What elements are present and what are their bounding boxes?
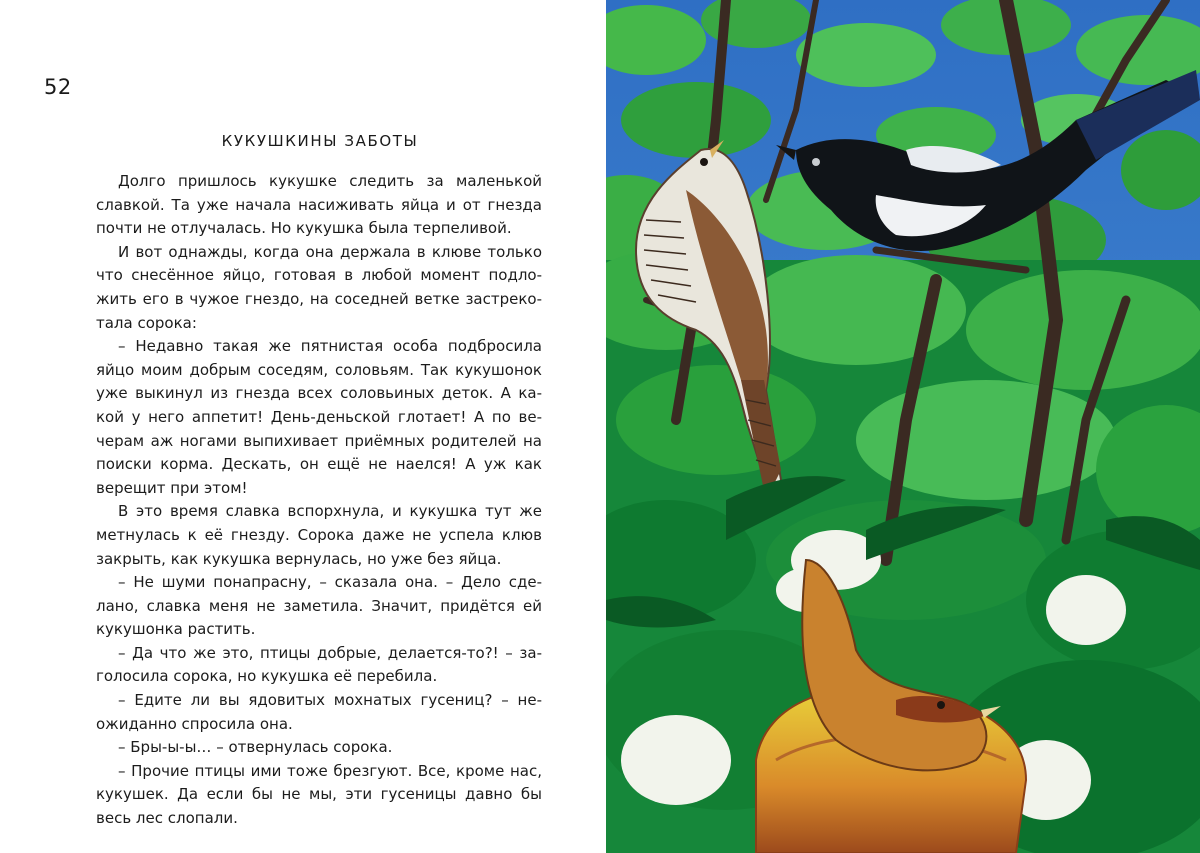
- illustration-page: [606, 0, 1200, 853]
- text-line: яйцо моим добрым соседям, соловьям. Так кукушонок: [96, 360, 542, 379]
- text-line: черам аж ногами выпихивает приёмных родителей на: [96, 431, 542, 450]
- text-line: – Не шуми понапрасну, – сказала она. – Дело сде-: [118, 573, 542, 592]
- text-line: Долго пришлось кукушке следить за маленькой: [118, 172, 542, 190]
- text-line: – Бры-ы-ы… – отвернулась сорока.: [118, 738, 393, 757]
- text-line: славкой. Та уже начала насиживать яйца и от гнезда: [96, 195, 542, 214]
- text-line: верещит при этом!: [96, 478, 248, 497]
- bird-illustration: [606, 0, 1200, 853]
- text-line: что снесённое яйцо, готовая в любой момент подло-: [96, 266, 542, 285]
- text-line: кукушек. Да если бы не мы, эти гусеницы давно бы: [96, 785, 542, 804]
- text-line: И вот однажды, когда она держала в клюве только: [118, 242, 542, 261]
- text-line: В это время славка вспорхнула, и кукушка тут же: [118, 502, 542, 521]
- text-line: кой у него аппетит! День-деньской глотает! А по ве-: [96, 407, 542, 426]
- text-line: – Да что же это, птицы добрые, делается-то?! – за-: [118, 643, 542, 662]
- text-line: – Недавно такая же пятнистая особа подбросила: [118, 337, 542, 356]
- text-line: – Едите ли вы ядовитых мохнатых гусениц? – не-: [118, 691, 542, 710]
- text-line: лано, славка меня не заметила. Значит, придётся ей: [96, 596, 542, 615]
- chapter-title: КУКУШКИНЫ ЗАБОТЫ: [221, 132, 419, 150]
- story-text: [96, 170, 542, 831]
- text-line: жить его в чужое гнездо, на соседней ветке застреко-: [96, 289, 542, 308]
- text-line: кукушонка растить.: [96, 620, 256, 639]
- text-line: метнулась к её гнезду. Сорока даже не успела клюв: [96, 525, 542, 544]
- text-line: тала сорока:: [96, 313, 197, 332]
- text-line: поиски корма. Дескать, он ещё не наелся! А уж как: [96, 455, 542, 474]
- text-line: – Прочие птицы ими тоже брезгуют. Все, кроме нас,: [118, 761, 542, 780]
- text-line: голосила сорока, но кукушка её перебила.: [96, 667, 438, 686]
- text-line: закрыть, как кукушка вернулась, но уже без яйца.: [96, 549, 502, 568]
- text-line: уже выкинул из гнезда всех соловьиных деток. А ка-: [96, 384, 542, 403]
- text-line: весь лес слопали.: [96, 809, 238, 828]
- text-line: ожиданно спросила она.: [96, 714, 293, 733]
- text-line: почти не отлучалась. Но кукушка была терпеливой.: [96, 219, 512, 238]
- page-number: 52: [44, 75, 72, 99]
